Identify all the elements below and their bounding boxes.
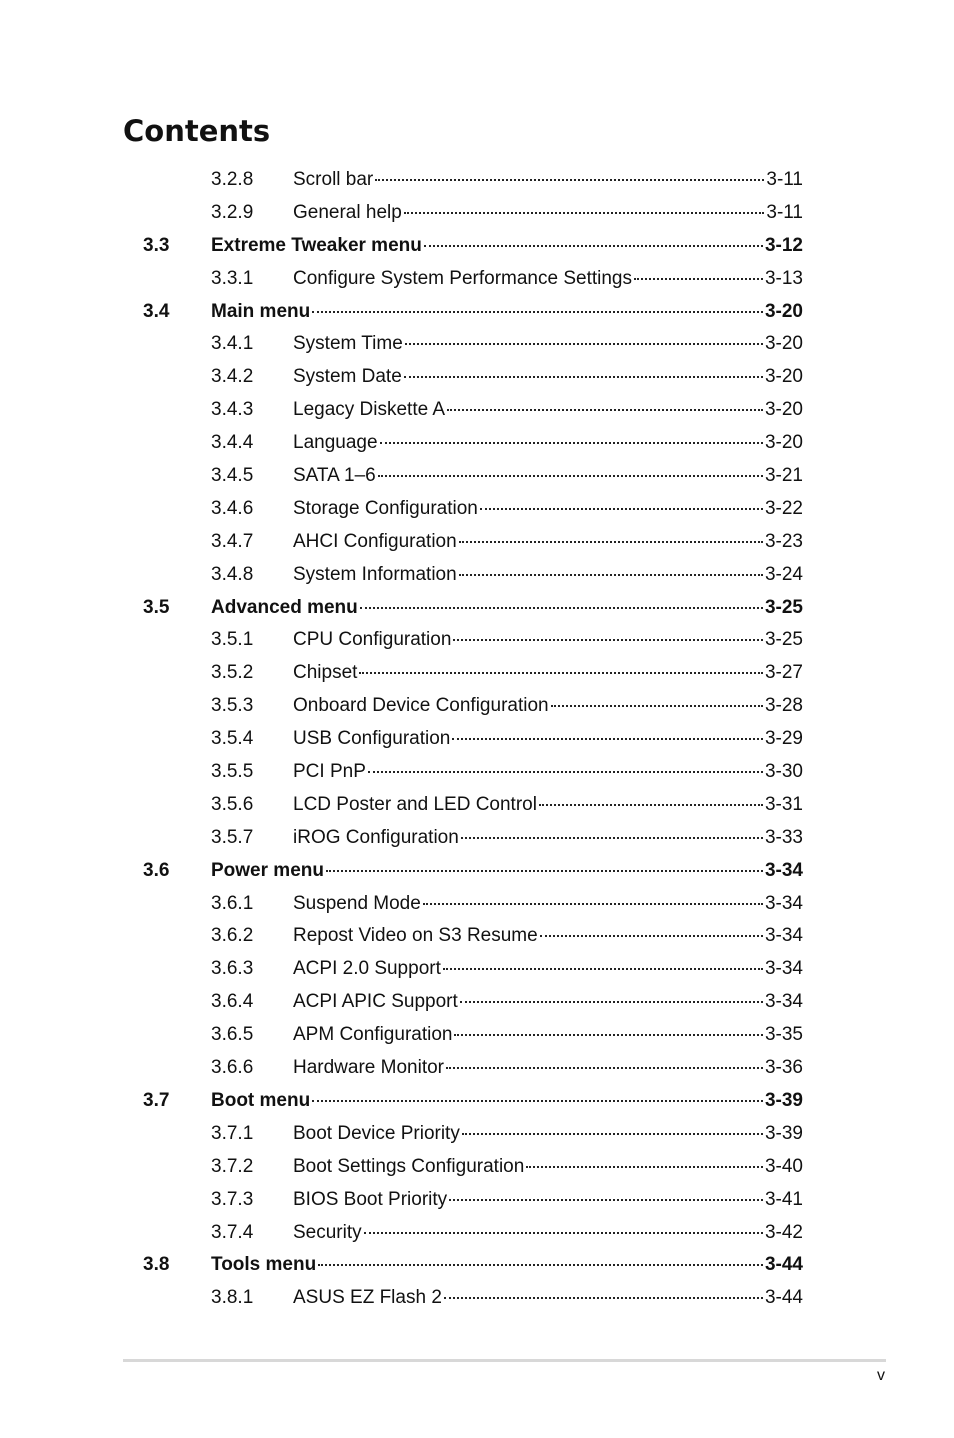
toc-entry xyxy=(293,328,803,361)
toc-entry-number: 3.4.8 xyxy=(211,563,254,585)
dot-leader xyxy=(375,179,764,181)
toc-entry-label: System Time xyxy=(293,333,403,355)
toc-subsection-row[interactable] xyxy=(0,460,954,493)
toc-entry-page: 3-34 xyxy=(764,925,803,947)
toc-subsection-row[interactable] xyxy=(0,263,954,296)
dot-leader xyxy=(404,212,765,214)
toc-entry-number: 3.6 xyxy=(143,859,170,881)
toc-entry-label: Onboard Device Configuration xyxy=(293,695,549,717)
toc-entry xyxy=(293,526,803,559)
toc-entry xyxy=(293,493,803,526)
toc-entry-number: 3.7.3 xyxy=(211,1188,254,1210)
toc-entry xyxy=(211,1249,803,1282)
dot-leader xyxy=(526,1166,763,1168)
dot-leader xyxy=(539,804,763,806)
toc-entry-number: 3.4.7 xyxy=(211,530,254,552)
dot-leader xyxy=(380,442,763,444)
toc-entry xyxy=(293,394,803,427)
toc-entry-page: 3-39 xyxy=(764,1089,803,1111)
dot-leader xyxy=(364,1232,763,1234)
toc-subsection-row[interactable] xyxy=(0,657,954,690)
toc-entry-page: 3-25 xyxy=(764,596,803,618)
toc-entry-number: 3.6.2 xyxy=(211,925,254,947)
toc-entry-number: 3.6.5 xyxy=(211,1024,254,1046)
toc-entry-page: 3-44 xyxy=(764,1287,803,1309)
dot-leader xyxy=(461,837,763,839)
toc-entry-number: 3.7.2 xyxy=(211,1155,254,1177)
toc-section-row[interactable] xyxy=(0,855,954,888)
dot-leader xyxy=(326,870,763,872)
toc-entry xyxy=(293,1151,803,1184)
dot-leader xyxy=(462,1133,763,1135)
toc-entry-number: 3.3.1 xyxy=(211,267,254,289)
toc-subsection-row[interactable] xyxy=(0,559,954,592)
toc-entry-label: PCI PnP xyxy=(293,761,366,783)
toc-entry-label: CPU Configuration xyxy=(293,629,452,651)
toc-entry-number: 3.8 xyxy=(143,1254,170,1276)
dot-leader xyxy=(423,903,763,905)
toc-entry xyxy=(293,624,803,657)
toc-subsection-row[interactable] xyxy=(0,328,954,361)
toc-entry xyxy=(293,460,803,493)
toc-entry-page: 3-20 xyxy=(764,300,803,322)
toc-entry xyxy=(293,197,803,230)
toc-entry xyxy=(293,361,803,394)
footer-rule xyxy=(123,1359,886,1362)
toc-subsection-row[interactable] xyxy=(0,361,954,394)
toc-entry-page: 3-12 xyxy=(764,234,803,256)
toc-entry-page: 3-31 xyxy=(764,793,803,815)
toc-entry-page: 3-34 xyxy=(764,859,803,881)
toc-entry-number: 3.4.3 xyxy=(211,399,254,421)
toc-entry-page: 3-41 xyxy=(764,1188,803,1210)
toc-entry-label: Security xyxy=(293,1221,362,1243)
toc-entry-label: Hardware Monitor xyxy=(293,1057,444,1079)
toc-entry xyxy=(293,756,803,789)
toc-entry-number: 3.2.9 xyxy=(211,201,254,223)
toc-subsection-row[interactable] xyxy=(0,986,954,1019)
dot-leader xyxy=(459,541,763,543)
dot-leader xyxy=(540,935,763,937)
dot-leader xyxy=(454,1034,763,1036)
toc-entry-number: 3.6.3 xyxy=(211,958,254,980)
toc-entry-page: 3-20 xyxy=(764,366,803,388)
toc-entry xyxy=(211,855,803,888)
toc-subsection-row[interactable] xyxy=(0,756,954,789)
toc-entry-number: 3.5.2 xyxy=(211,662,254,684)
toc-subsection-row[interactable] xyxy=(0,822,954,855)
toc-entry-label: Extreme Tweaker menu xyxy=(211,234,422,256)
toc-entry-label: System Date xyxy=(293,366,402,388)
toc-entry-label: Repost Video on S3 Resume xyxy=(293,925,538,947)
toc-entry-label: Storage Configuration xyxy=(293,497,478,519)
toc-entry xyxy=(293,723,803,756)
dot-leader xyxy=(460,1001,763,1003)
toc-entry-page: 3-22 xyxy=(764,497,803,519)
toc-entry-number: 3.6.4 xyxy=(211,991,254,1013)
toc-subsection-row[interactable] xyxy=(0,953,954,986)
toc-entry xyxy=(293,427,803,460)
toc-subsection-row[interactable] xyxy=(0,493,954,526)
toc-entry xyxy=(293,1217,803,1250)
dot-leader xyxy=(405,343,763,345)
toc-entry-page: 3-13 xyxy=(764,267,803,289)
toc-subsection-row[interactable] xyxy=(0,1151,954,1184)
toc-entry xyxy=(293,657,803,690)
toc-entry-label: General help xyxy=(293,201,402,223)
toc-entry-number: 3.6.1 xyxy=(211,892,254,914)
toc-entry-label: APM Configuration xyxy=(293,1024,453,1046)
dot-leader xyxy=(444,1297,763,1299)
toc-entry-number: 3.5.6 xyxy=(211,793,254,815)
toc-entry xyxy=(211,592,803,625)
toc-entry-label: Tools menu xyxy=(211,1254,317,1276)
toc-entry-page: 3-20 xyxy=(764,399,803,421)
toc-entry-page: 3-11 xyxy=(766,201,803,223)
toc-entry-number: 3.4.1 xyxy=(211,333,254,355)
dot-leader xyxy=(318,1264,763,1266)
toc-entry-label: SATA 1–6 xyxy=(293,465,376,487)
dot-leader xyxy=(459,574,763,576)
toc-entry-label: System Information xyxy=(293,563,457,585)
dot-leader xyxy=(452,738,763,740)
dot-leader xyxy=(404,376,763,378)
toc-entry-label: Scroll bar xyxy=(293,169,374,190)
toc-entry xyxy=(211,296,803,329)
dot-leader xyxy=(443,968,763,970)
toc-subsection-row[interactable] xyxy=(0,789,954,822)
toc-entry-page: 3-20 xyxy=(764,333,803,355)
toc-subsection-row[interactable] xyxy=(0,197,954,230)
toc-entry xyxy=(293,690,803,723)
dot-leader xyxy=(424,245,763,247)
toc-entry-label: Chipset xyxy=(293,662,358,684)
toc-entry-number: 3.5.3 xyxy=(211,695,254,717)
toc-section-row[interactable] xyxy=(0,592,954,625)
toc-subsection-row[interactable] xyxy=(0,1118,954,1151)
toc-entry-page: 3-33 xyxy=(764,826,803,848)
toc-entry-page: 3-34 xyxy=(764,892,803,914)
toc-entry-page: 3-30 xyxy=(764,761,803,783)
toc-entry-label: Boot menu xyxy=(211,1089,311,1111)
toc-entry-number: 3.4.5 xyxy=(211,465,254,487)
toc-entry xyxy=(293,1019,803,1052)
toc-entry xyxy=(293,1184,803,1217)
toc-subsection-row[interactable] xyxy=(0,427,954,460)
toc-entry xyxy=(293,1118,803,1151)
toc-entry-page: 3-34 xyxy=(764,958,803,980)
toc-subsection-row[interactable] xyxy=(0,920,954,953)
toc-entry xyxy=(293,559,803,592)
toc-entry-number: 3.5.4 xyxy=(211,728,254,750)
toc-entry-label: Language xyxy=(293,432,378,454)
toc-section-row[interactable] xyxy=(0,230,954,263)
toc-entry-number: 3.8.1 xyxy=(211,1287,254,1309)
toc-entry xyxy=(293,263,803,296)
toc-subsection-row[interactable] xyxy=(0,526,954,559)
toc-entry-page: 3-27 xyxy=(764,662,803,684)
dot-leader xyxy=(360,607,763,609)
dot-leader xyxy=(446,1067,763,1069)
toc-entry-page: 3-44 xyxy=(764,1254,803,1276)
toc-entry-number: 3.4.4 xyxy=(211,432,254,454)
toc-entry xyxy=(293,953,803,986)
toc-section-row[interactable] xyxy=(0,1085,954,1118)
toc-entry xyxy=(211,230,803,263)
toc-entry-page: 3-40 xyxy=(764,1155,803,1177)
toc-entry-number: 3.5.7 xyxy=(211,826,254,848)
toc-entry-page: 3-39 xyxy=(764,1122,803,1144)
toc-subsection-row[interactable] xyxy=(0,690,954,723)
toc-subsection-row[interactable] xyxy=(0,1052,954,1085)
toc-subsection-row[interactable] xyxy=(0,164,954,197)
dot-leader xyxy=(480,508,763,510)
toc-entry xyxy=(293,1052,803,1085)
toc-entry-label: USB Configuration xyxy=(293,728,451,750)
toc-entry-page: 3-11 xyxy=(766,169,803,190)
toc-entry xyxy=(293,822,803,855)
toc-entry-label: Boot Settings Configuration xyxy=(293,1155,525,1177)
toc-entry-number: 3.5.1 xyxy=(211,629,254,651)
toc-entry xyxy=(293,1282,803,1315)
toc-entry-number: 3.2.8 xyxy=(211,169,254,190)
toc-subsection-row[interactable] xyxy=(0,1217,954,1250)
toc-entry xyxy=(293,164,803,197)
toc-entry xyxy=(293,789,803,822)
toc-entry-page: 3-35 xyxy=(764,1024,803,1046)
toc-entry-number: 3.4.2 xyxy=(211,366,254,388)
toc-entry-label: ACPI APIC Support xyxy=(293,991,458,1013)
toc-entry-label: Power menu xyxy=(211,859,324,881)
toc-subsection-row[interactable] xyxy=(0,888,954,921)
dot-leader xyxy=(378,475,763,477)
toc-entry-page: 3-23 xyxy=(764,530,803,552)
toc-section-row[interactable] xyxy=(0,296,954,329)
toc-entry-page: 3-20 xyxy=(764,432,803,454)
toc-entry-label: BIOS Boot Priority xyxy=(293,1188,448,1210)
toc-entry-page: 3-36 xyxy=(764,1057,803,1079)
dot-leader xyxy=(312,311,763,313)
toc-entry-label: ASUS EZ Flash 2 xyxy=(293,1287,442,1309)
toc-subsection-row[interactable] xyxy=(0,394,954,427)
toc-entry-number: 3.7.1 xyxy=(211,1122,254,1144)
toc-entry-label: Boot Device Priority xyxy=(293,1122,460,1144)
toc-entry-label: Legacy Diskette A xyxy=(293,399,446,421)
dot-leader xyxy=(312,1100,763,1102)
toc-entry-number: 3.4.6 xyxy=(211,497,254,519)
toc-entry-number: 3.3 xyxy=(143,234,170,256)
toc-entry-page: 3-29 xyxy=(764,728,803,750)
toc-entry-page: 3-28 xyxy=(764,695,803,717)
toc-entry xyxy=(293,986,803,1019)
toc-entry-number: 3.4 xyxy=(143,300,170,322)
toc-entry-label: ACPI 2.0 Support xyxy=(293,958,441,980)
toc-subsection-row[interactable] xyxy=(0,1184,954,1217)
toc-entry-label: Configure System Performance Settings xyxy=(293,267,632,289)
toc-entry-label: Main menu xyxy=(211,300,311,322)
toc-subsection-row[interactable] xyxy=(0,723,954,756)
page-title: Contents xyxy=(123,114,271,148)
toc-entry-number: 3.5 xyxy=(143,596,170,618)
dot-leader xyxy=(449,1199,763,1201)
toc-subsection-row[interactable] xyxy=(0,1019,954,1052)
page-number: v xyxy=(877,1367,885,1384)
toc-subsection-row[interactable] xyxy=(0,624,954,657)
dot-leader xyxy=(368,771,763,773)
toc-entry-number: 3.7.4 xyxy=(211,1221,254,1243)
toc-subsection-row[interactable] xyxy=(0,1282,954,1315)
toc-entry-number: 3.7 xyxy=(143,1089,170,1111)
toc-entry xyxy=(293,888,803,921)
toc-entry-page: 3-24 xyxy=(764,563,803,585)
toc-entry xyxy=(211,1085,803,1118)
toc-entry-label: LCD Poster and LED Control xyxy=(293,793,537,815)
toc-entry-number: 3.5.5 xyxy=(211,761,254,783)
toc-entry-page: 3-42 xyxy=(764,1221,803,1243)
dot-leader xyxy=(634,278,763,280)
dot-leader xyxy=(447,409,763,411)
toc-entry-page: 3-21 xyxy=(764,465,803,487)
toc-section-row[interactable] xyxy=(0,1249,954,1282)
toc-entry-label: AHCI Configuration xyxy=(293,530,457,552)
dot-leader xyxy=(359,672,763,674)
toc-entry-page: 3-25 xyxy=(764,629,803,651)
toc-entry-label: iROG Configuration xyxy=(293,826,459,848)
toc-entry-label: Suspend Mode xyxy=(293,892,421,914)
dot-leader xyxy=(453,639,763,641)
toc-entry-page: 3-34 xyxy=(764,991,803,1013)
toc-entry-label: Advanced menu xyxy=(211,596,358,618)
dot-leader xyxy=(551,705,763,707)
toc-entry-number: 3.6.6 xyxy=(211,1057,254,1079)
table-of-contents xyxy=(0,164,954,1315)
toc-entry xyxy=(293,920,803,953)
